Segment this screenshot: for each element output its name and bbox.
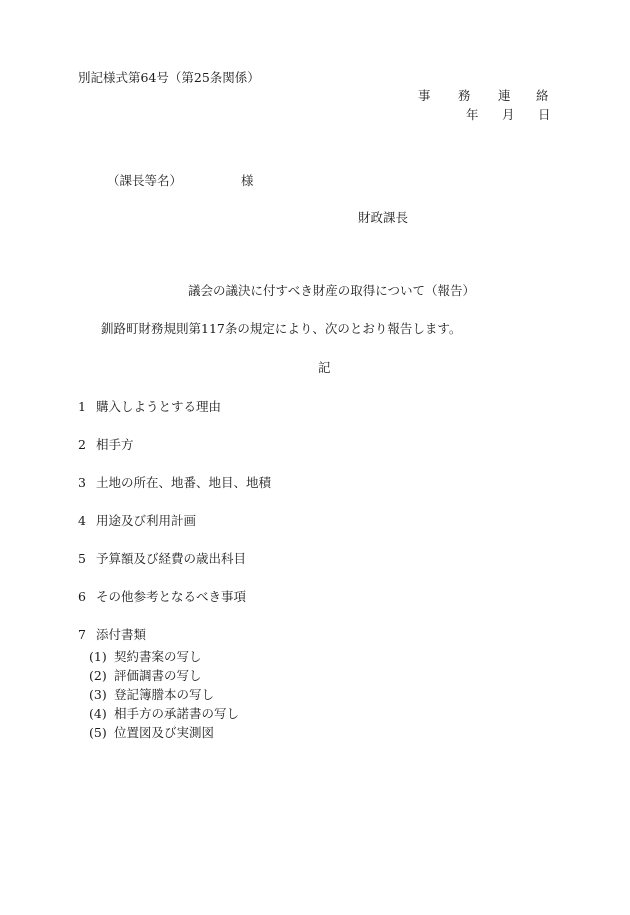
- item-text: 相手方: [96, 437, 134, 452]
- item-text: 予算額及び経費の歳出科目: [96, 551, 247, 566]
- item-number: 5: [78, 551, 86, 566]
- sender: 財政課長: [358, 210, 409, 225]
- item-text: 用途及び利用計画: [96, 513, 197, 528]
- attachment-text: 位置図及び実測図: [114, 725, 215, 740]
- addressee-honorific: 様: [241, 173, 254, 188]
- date-month-label: 月: [502, 107, 515, 122]
- item-number: 4: [78, 513, 86, 528]
- item-text: 土地の所在、地番、地目、地積: [96, 475, 272, 490]
- item-number: 6: [78, 589, 86, 604]
- memo-title-char: 務: [458, 88, 471, 103]
- attachment-number: (2): [89, 668, 107, 683]
- body-text: 釧路町財務規則第117条の規定により、次のとおり報告します。: [101, 321, 462, 336]
- attachment-text: 契約書案の写し: [114, 649, 202, 664]
- item-number: 3: [78, 475, 86, 490]
- item-number: 1: [78, 399, 86, 414]
- attachment-number: (1): [89, 649, 107, 664]
- attachment-text: 相手方の承諾書の写し: [114, 706, 240, 721]
- date-year-label: 年: [466, 107, 479, 122]
- attachment-number: (3): [89, 687, 107, 702]
- item-text: 添付書類: [96, 627, 147, 642]
- attachment-text: 評価調書の写し: [114, 668, 202, 683]
- form-header: 別記様式第64号（第25条関係）: [78, 70, 260, 85]
- attachment-text: 登記簿謄本の写し: [114, 687, 215, 702]
- date-day-label: 日: [538, 107, 551, 122]
- item-text: その他参考となるべき事項: [96, 589, 247, 604]
- ki-marker: 記: [318, 360, 331, 375]
- attachment-number: (4): [89, 706, 107, 721]
- subject-title: 議会の議決に付すべき財産の取得について（報告）: [188, 283, 476, 298]
- memo-title-char: 事: [418, 88, 431, 103]
- item-number: 7: [78, 627, 86, 642]
- item-number: 2: [78, 437, 86, 452]
- addressee-placeholder: （課長等名）: [107, 173, 183, 188]
- memo-title-char: 絡: [536, 88, 549, 103]
- memo-title-char: 連: [498, 88, 511, 103]
- attachment-number: (5): [89, 725, 107, 740]
- item-text: 購入しようとする理由: [96, 399, 222, 414]
